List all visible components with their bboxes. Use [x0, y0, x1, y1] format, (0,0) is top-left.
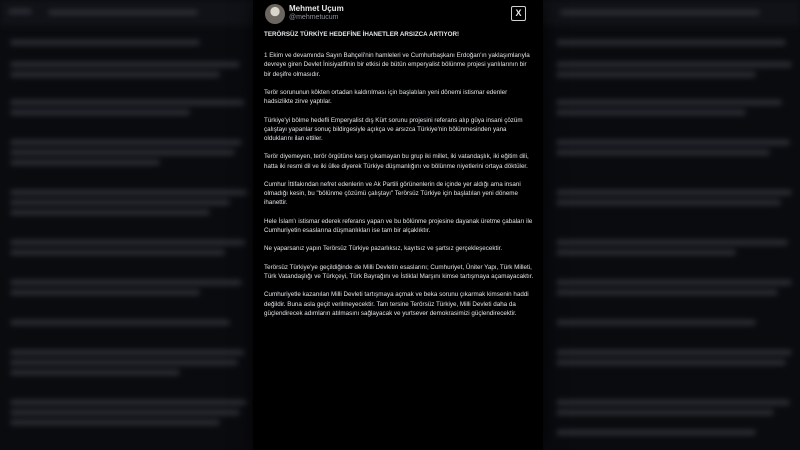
post-card: [253, 0, 543, 450]
post-paragraph: Cumhur İttifakından nefret edenlerin ve Ak Partili görünenlerin de içinde yer aldığı ama insani olmadığı kesin, bu "bölünme çözümü çalıştayı" Terörsüz Türkiye için başlatılan yeni döneme ihanettir.: [264, 180, 521, 207]
post-paragraph: Hele İslam'ı istismar ederek referans yapan ve bu bölünme projesine dayanak üretme çabaları ile Cumhuriyetin esaslarına düşmanlıkları ise tam bir alçaklıktır.: [264, 217, 533, 234]
post-paragraph: Terör diyemeyen, terör örgütüne karşı çıkamayan bu grup iki millet, iki vatandaşlık, iki eğitim dili, hatta iki resmi dil ve iki ülke diyerek Türkiye düşmanlığını ve bölünme niyetlerini ortaya döktüler.: [264, 153, 529, 170]
post-paragraph: Türkiye'yi bölme hedefli Emperyalist dış Kürt sorunu projesini referans alıp güya insani çözüm çalıştayı yapanlar sonuç bildirgesiyle açıkça ve arsızca Türkiye'nin bölünmesinden yana olduklarını ilan ettiler.: [264, 116, 523, 142]
post-header: [253, 0, 543, 28]
post-body: [264, 30, 534, 327]
x-logo-icon: X: [511, 6, 526, 21]
post-title: TERÖRSÜZ TÜRKİYE HEDEFİNE İHANETLER ARSIZCA ARTIYOR!: [264, 31, 460, 38]
post-paragraph: Terör sorununun kökten ortadan kaldırılması için başlatılan yeni dönemi istismar edenler hadsizlikte zirve yaptılar.: [264, 89, 508, 106]
author-handle[interactable]: @mehmetucum: [289, 14, 339, 21]
post-paragraph: Cumhuriyetle kazanılan Milli Devleti tartışmaya açmak ve beka sorunu çıkarmak kimsenin haddi değildir. Buna asla geçit verilmeyecektir. Tam tersine Terörsüz Türkiye, Milli Devleti daha da güçlendirecek adımların atılmasını sağlayacak ve yurtsever demokrasimizi güçlendirecektir.: [264, 291, 529, 317]
author-avatar[interactable]: [265, 4, 285, 24]
post-paragraph: Ne yaparsanız yapın Terörsüz Türkiye pazarlıksız, kayıtsız ve şartsız gerçekleşecektir.: [264, 245, 503, 253]
post-paragraph: 1 Ekim ve devamında Sayın Bahçeli'nin hamleleri ve Cumhurbaşkanı Erdoğan'ın yaklaşımlarıyla devreye giren Devlet İnisiyatifinin bir etkisi de bütün emperyalist bölünme projesi yanlılarının bir bir deşifre olmasıdır.: [264, 52, 530, 78]
post-paragraph: Terörsüz Türkiye'ye geçildiğinde de Milli Devletin esaslarını; Cumhuriyet, Üniter Yapı, Türk Milleti, Türk Vatandaşlığı ve Türkçeyi, Türk Bayrağını ve İstiklal Marşını kimse tartışmaya açamayacaktır.: [264, 263, 534, 280]
author-name[interactable]: Mehmet Uçum: [289, 4, 344, 13]
